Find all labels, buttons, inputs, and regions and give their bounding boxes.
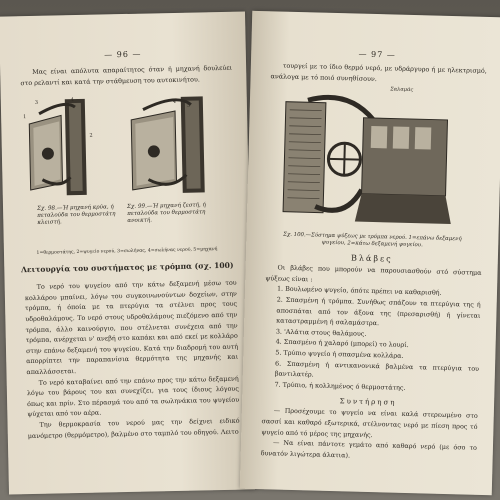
left-paragraph-3: Την θερμοκρασία του νερού μας την δείχνει ειδικό μανόμετρο (θερμόμετρο), βαλμένο στο ταμπλό του οδηγού. Λειτο [27,416,240,440]
figure-100-engine-illustration [275,88,459,233]
list-item: 1. Βουλωμένο ψυγείο, όπότε πρέπει να καθαρισθή. [276,284,442,298]
heading-damages: Βλάβες [350,253,393,264]
damages-list [262,284,481,396]
list-item: 5. Τρύπιο ψυγείο ή σπασμένα κολλάρα. [275,348,404,360]
list-item: 3. 'Αλάτια στους θαλάμους. [275,327,367,338]
fig98-label-3: 3 [34,100,39,107]
figures-98-99 [1,90,250,225]
fig98-label-1: 1 [23,114,27,121]
fig100-caption: Σχ. 100.—Σύστημα ψύξεως με τρόμπα νερού. 1=επάνω δεξαμενή ψυγείου, 2=κάτω δεξαμενή ψυγείου. [283,231,462,249]
fig98-label-4: 4 [70,97,75,104]
maintenance-paragraph-1: — Προσέχουμε το ψυγείο να είναι καλά στερεωμένο στο σασσί και καθαρό εξωτερικά, στέλνοντας νερό με πίεση προς τό ψυγείο από τό μέρος της μηχανής. [261,406,478,439]
figure-legend: 1=θερμοστάτης, 2=ψυγείο νερού, 3=σωλήνας, 4=σωλήνας νερού, 5=μηχανή [36,247,218,257]
left-intro: Μας είναι απόλυτα απαραίτητος όταν ή μηχανή δουλεύει στο ρελαντί και κατά την στάθμευση του αυτοκινήτου. [20,63,233,87]
figure-98-illustration [19,92,121,204]
right-page [240,11,500,495]
list-item: 6. Σπασμένη ή αντικανονικά βαλμένα τα πτερύγια του βαντιλατέρ. [274,359,480,379]
heading-maintenance: Συντήρηση [339,397,397,408]
right-intro: τουργεί με το ίδιο θερμό νερό, με υδράργυρο ή με ηλεκτρισμό, ανάλογα με τό ποιό συνηθίσουν. [270,61,487,83]
list-item: 7. Τρύπιο, ή κολλημένος ό θερμοστάτης. [274,380,406,392]
fig99-label-5: 5 [186,102,191,109]
page-number-right: — 97 — [358,49,396,60]
page-number-left: — 96 — [104,49,142,60]
figure-99-illustration [121,90,233,202]
list-item: 4. Σπασμένο ή χαλαρό (μπορεί) το λουρί. [275,337,409,350]
damages-intro: Οι βλάβες που μπορούν να παρουσιασθούν στό σύστημα ψύξεως είναι : [265,263,482,284]
fig98-label-2: 2 [89,132,93,139]
left-paragraph-2: Το νερό καταβαίνει από την επάνω προς την κάτω δεξαμενή λόγω του βάρους του και συνεχίζει, για τους ίδιους λόγους όπως και πρίν. Στο πέρασμά του από τα σωληνάκια του ψυγείου ψύχεται από τον αέρα. [26,374,240,419]
fig98-caption: Σχ. 98.—Ή μηχανή κρύα, ή πεταλούδα του θερμοστάτη κλειστή. [36,204,116,227]
fig100-label-salamas: Σαλαμάς [390,86,414,94]
maintenance-paragraph-2: — Να είναι πάντοτε γεμάτο από καθαρό νερό (με όσο το δυνατόν λιγώτερα άλατια). [260,438,478,460]
left-page [0,11,255,494]
list-item: 2. Σπασμένη ή τρόμπα. Συνήθως σπάζουν τα πτερύγια της ή αποσπάται από τον άξονα της (πρεσαρισθή) ή γίνεται καταστραμμένη ή σαλαμάστρα. [276,295,481,328]
section-heading-pump: Λειτουργία του συστήματος με τρόμπα (σχ. 100) [21,260,234,275]
fig99-caption: Σχ. 99.—Ή μηχανή ζεστή, ή πεταλούδα του θερμοστάτη ανοικτή. [126,202,206,225]
left-paragraph-1: Το νερό του ψυγείου από την κάτω δεξαμενή μέσω του κολλάρου μπαίνει, λόγω του συγκοινωνούντων δοχείων, στην τρόμπα, ή όποία με τα πτερύγια τα στέλνει προς τους υδροθαλάμους. Το νερό στους υδροθαλάμους πιεζόμενο από την τρόμπα, άλλο καινούργιο, που στέλνεται συνέχεια από την τρόμπα, ανέρχεται ν' ανεβή στο καπάκι και από εκεί με κολλάρο στην επάνω δεξαμενή του ψυγείου. Κατά την διαδρομή του αυτή απορρίπτει την παραπανίσια θερμότητα της μηχανής και απαλλάσσεται. [24,278,239,377]
fig99-label-4: 4 [172,99,177,106]
